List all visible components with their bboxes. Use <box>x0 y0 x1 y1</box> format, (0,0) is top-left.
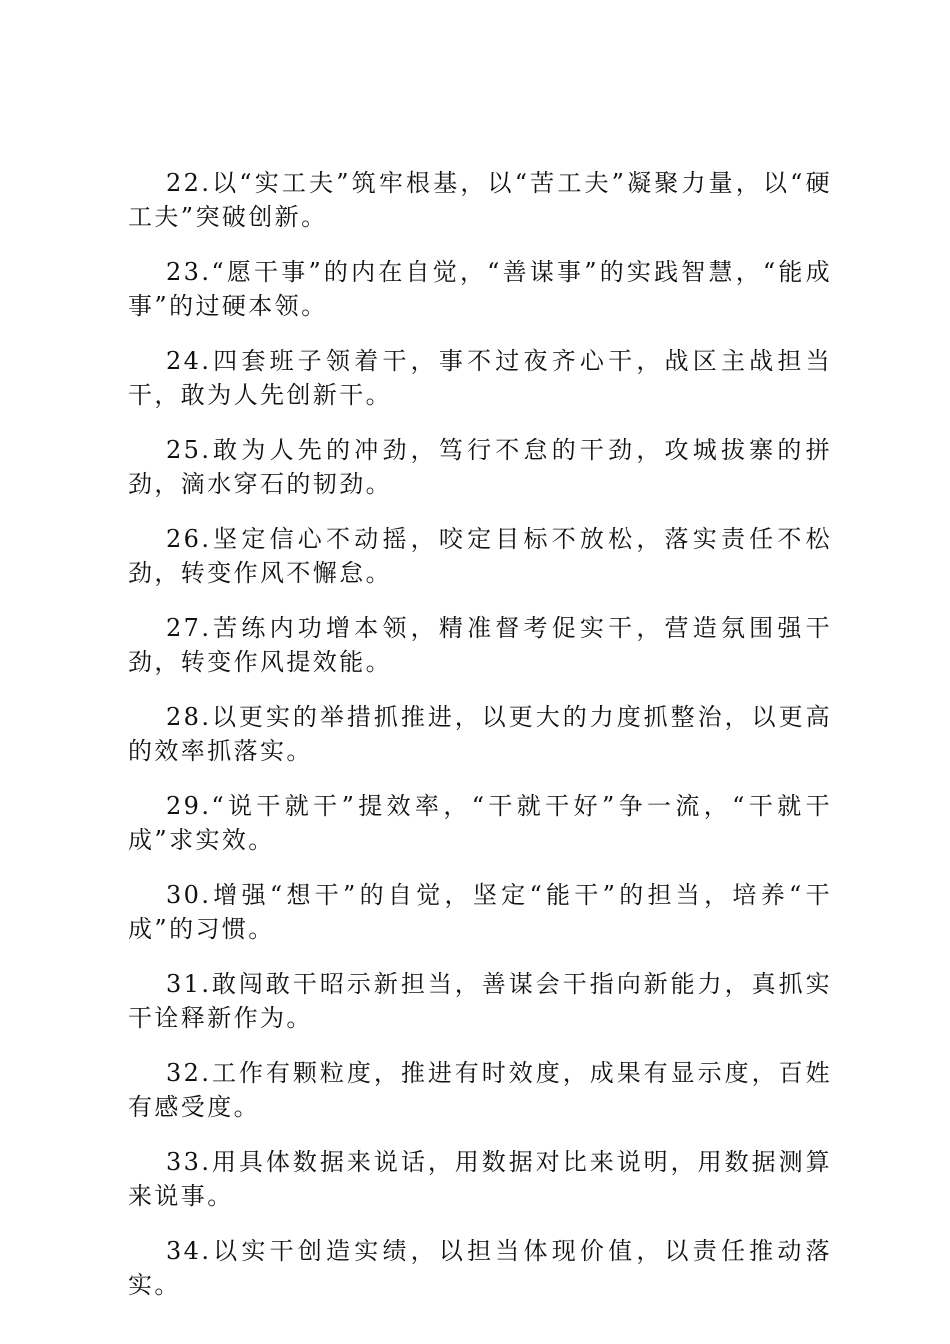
paragraph-25: 25.敢为人先的冲劲，笃行不怠的干劲，攻城拔寨的拼劲，滴水穿石的韧劲。 <box>128 436 832 498</box>
document-body <box>128 166 832 1323</box>
paragraph-27: 27.苦练内功增本领，精准督考促实干，营造氛围强干劲，转变作风提效能。 <box>128 614 832 676</box>
paragraph-30: 30.增强“想干”的自觉，坚定“能干”的担当，培养“干成”的习惯。 <box>128 881 832 943</box>
paragraph-33: 33.用具体数据来说话，用数据对比来说明，用数据测算来说事。 <box>128 1148 832 1210</box>
paragraph-31: 31.敢闯敢干昭示新担当，善谋会干指向新能力，真抓实干诠释新作为。 <box>128 970 832 1032</box>
paragraph-28: 28.以更实的举措抓推进，以更大的力度抓整治，以更高的效率抓落实。 <box>128 703 832 765</box>
paragraph-22: 22.以“实工夫”筑牢根基，以“苦工夫”凝聚力量，以“硬工夫”突破创新。 <box>128 169 832 231</box>
paragraph-29: 29.“说干就干”提效率，“干就干好”争一流，“干就干成”求实效。 <box>128 792 832 854</box>
paragraph-24: 24.四套班子领着干，事不过夜齐心干，战区主战担当干，敢为人先创新干。 <box>128 347 832 409</box>
paragraph-34: 34.以实干创造实绩，以担当体现价值，以责任推动落实。 <box>128 1237 832 1299</box>
paragraph-26: 26.坚定信心不动摇，咬定目标不放松，落实责任不松劲，转变作风不懈怠。 <box>128 525 832 587</box>
paragraph-32: 32.工作有颗粒度，推进有时效度，成果有显示度，百姓有感受度。 <box>128 1059 832 1121</box>
paragraph-23: 23.“愿干事”的内在自觉，“善谋事”的实践智慧，“能成事”的过硬本领。 <box>128 258 832 320</box>
